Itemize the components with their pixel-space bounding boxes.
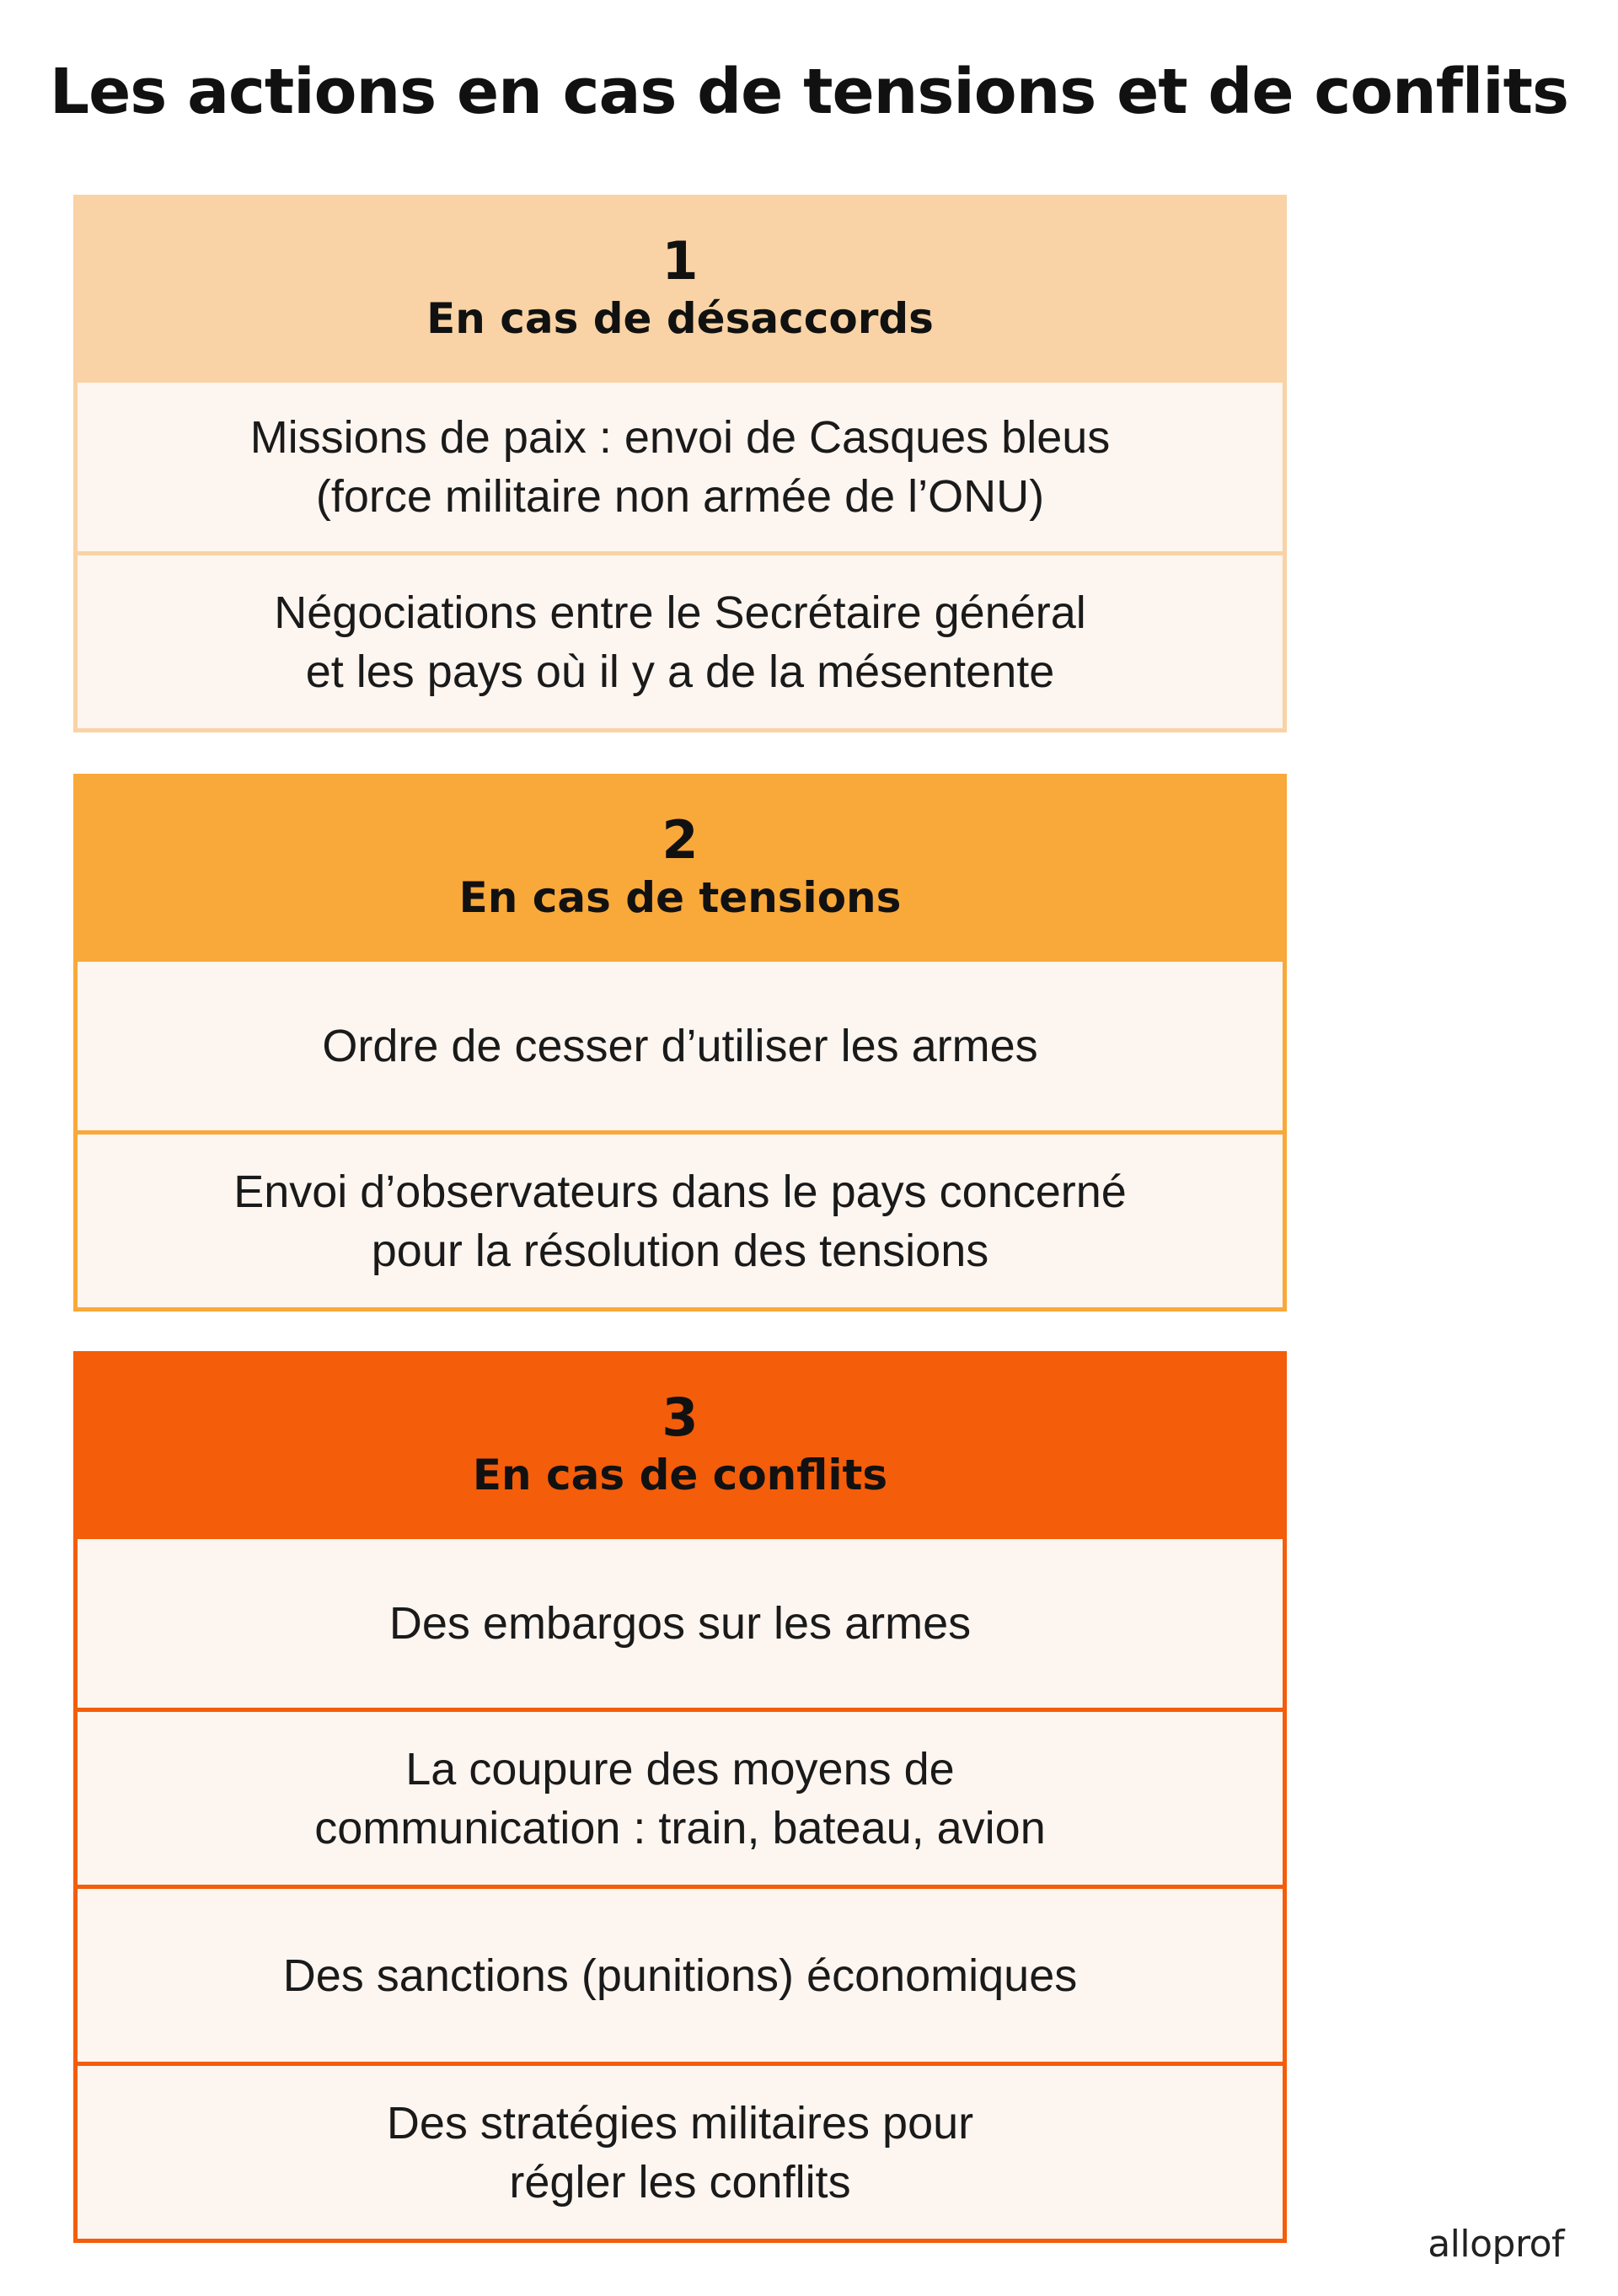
section-header bbox=[78, 778, 1283, 958]
section-conflicts bbox=[73, 1351, 1287, 2243]
action-item: Des stratégies militaires pour régler les conflits bbox=[78, 2062, 1283, 2239]
section-number: 1 bbox=[662, 230, 699, 292]
action-item: Des embargos sur les armes bbox=[78, 1535, 1283, 1708]
action-item: La coupure des moyens de communication : train, bateau, avion bbox=[78, 1708, 1283, 1885]
section-disagreements bbox=[73, 195, 1287, 732]
brand-logo: alloprof bbox=[1428, 2223, 1564, 2266]
action-item: Des sanctions (punitions) économiques bbox=[78, 1885, 1283, 2062]
section-header bbox=[78, 199, 1283, 378]
section-header bbox=[78, 1355, 1283, 1535]
action-item: Ordre de cesser d’utiliser les armes bbox=[78, 958, 1283, 1130]
section-title: En cas de désaccords bbox=[426, 294, 934, 343]
section-tensions bbox=[73, 774, 1287, 1312]
action-item: Négociations entre le Secrétaire général et les pays où il y a de la mésentente bbox=[78, 551, 1283, 728]
section-number: 3 bbox=[662, 1387, 699, 1448]
action-item: Missions de paix : envoi de Casques bleus (force militaire non armée de l’ONU) bbox=[78, 378, 1283, 551]
action-item: Envoi d’observateurs dans le pays concerné pour la résolution des tensions bbox=[78, 1130, 1283, 1307]
section-title: En cas de conflits bbox=[472, 1451, 888, 1499]
section-number: 2 bbox=[662, 809, 699, 871]
section-title: En cas de tensions bbox=[458, 873, 902, 922]
page-title: Les actions en cas de tensions et de conflits bbox=[49, 56, 1569, 128]
